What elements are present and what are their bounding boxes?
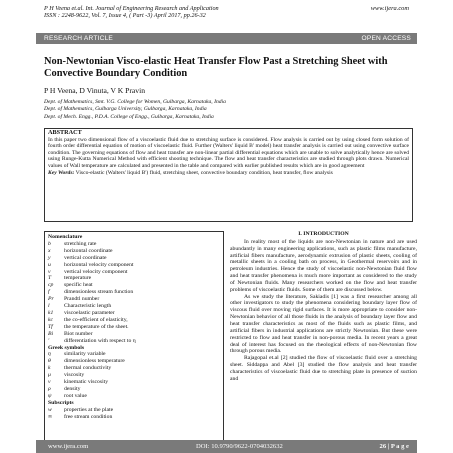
symbol-definition: Prandtl number <box>64 296 100 303</box>
affiliations <box>44 99 226 121</box>
header-website-link[interactable]: www.ijera.com <box>370 5 409 12</box>
paper-title: Non-Newtonian Visco-elastic Heat Transfer Flow Past a Stretching Sheet with Convective Boundary Condition <box>44 56 388 79</box>
nomenclature-row <box>48 269 220 276</box>
nomenclature-row <box>48 338 220 345</box>
issn-line: ISSN : 2248-9622, Vol. 7, Issue 4, ( Part -3) April 2017, pp.26-32 <box>44 12 206 20</box>
nomenclature-row <box>48 296 220 303</box>
nomenclature-list <box>48 241 220 345</box>
paper-authors: P H Veena, D Vinuta, V K Pravin <box>44 86 146 95</box>
footer-website-link[interactable]: www.ijera.com <box>48 443 89 450</box>
nomenclature-row <box>48 379 220 386</box>
symbol: x <box>48 247 51 254</box>
nomenclature-row <box>48 393 220 400</box>
symbol: ∞ <box>48 413 53 420</box>
nomenclature-row <box>48 255 220 262</box>
nomenclature-row <box>48 414 220 421</box>
symbol-definition: free stream condition <box>64 413 113 420</box>
nomenclature-row <box>48 331 220 338</box>
symbol-definition: the co-efficient of elasticity, <box>64 316 128 323</box>
symbol: Pr <box>48 296 54 303</box>
open-access-label: OPEN ACCESS <box>361 35 411 42</box>
symbol: k1 <box>48 309 54 316</box>
nomenclature-row <box>48 372 220 379</box>
abstract-body: In this paper two dimensional flow of a viscoelastic fluid due to stretching surface is considered. Flow analysis is carried out by using closed form solution of fourth order differential equation of motion of viscoelastic fluid. Further (Walters' liquid B' model) heat transfer analysis is carried out using convective surface condition. The governing equations of flow and heat transfer are non-linear partial differential equations which are unable to solve analytically hence are solved using Runge-Kutta Numerical Method with efficient shooting technique. The flow and heat transfer characteristics are studied through plots drawn. Numerical values of Wall temperature are calculated and presented in the table and compared with earlier published results which are in good agreement <box>48 136 409 169</box>
nomenclature-row <box>48 289 220 296</box>
footer-doi: DOI: 10.9790/9622-0704032632 <box>196 443 283 450</box>
symbol-definition: kinematic viscosity <box>64 379 109 386</box>
symbol: ρ <box>48 385 51 392</box>
symbol: w <box>48 406 52 413</box>
symbol-definition: specific heat <box>64 282 93 289</box>
symbol-definition: Characteristic length <box>64 303 112 310</box>
symbol-definition: horizontal coordinate <box>64 247 113 254</box>
symbol-definition: similarity variable <box>64 351 106 358</box>
intro-paragraph: In reality most of the liquids are non-Newtonian in nature and are used abundantly in many engineering applications, such as plastic films manufacture, artificial fibers manufacture, aerodynamic extrusion of plastic sheets, cooling of metallic sheets in a cooling bath on process, in Geothermal reservoirs and in petroleum industries. Hence the study of viscoelastic non-Newtonian fluid flow and heat transfer phenomena is much more important as considered to the study of Newtonian fluids. Many researchers worked on the flow and heat transfer problems of viscoelastic fluids. Some of them are discussed below. <box>230 238 417 293</box>
symbol: v <box>48 268 51 275</box>
symbol-definition: stretching rate <box>64 240 97 247</box>
greek-symbols-list <box>48 351 220 399</box>
keywords-text: Visco-elastic (Walters' liquid B') fluid, stretching sheet, convective boundary condition, heat transfer, flow analysis <box>74 169 333 176</box>
journal-line: P H Veena et.al. Int. Journal of Engineering Research and Application <box>44 5 219 12</box>
nomenclature-row <box>48 303 220 310</box>
affiliation-line: Dept. of Mech. Engg., P.D.A. College of Engg., Gulbarga, Karnataka, India <box>44 113 214 120</box>
symbol-definition: dimensionless stream function <box>64 289 134 296</box>
symbol: l <box>48 303 50 310</box>
abstract-box <box>44 128 413 222</box>
nomenclature-row <box>48 324 220 331</box>
nomenclature-row <box>48 262 220 269</box>
symbol-definition: Biot number <box>64 330 93 337</box>
footer-bar <box>36 440 417 453</box>
symbol: Bi <box>48 330 54 337</box>
nomenclature-row <box>48 358 220 365</box>
symbol: η <box>48 351 51 358</box>
symbol-definition: vertical velocity component <box>64 268 128 275</box>
symbol: ψ <box>48 392 52 399</box>
nomenclature-row <box>48 248 220 255</box>
nomenclature-row <box>48 310 220 317</box>
symbol-definition: density <box>64 385 81 392</box>
symbol: θ <box>48 358 51 365</box>
nomenclature-row <box>48 365 220 372</box>
intro-paragraph: As we study the literature, Sakiadis [1] was a first researcher among all other investigators to study the phenomena considering boundary layer flow of viscous fluid over moving rigid surfaces. It is more appropriate to consider non-Newtonian behavior of all those fluids in the analysis of boundary layer flow and heat transfer characteristics as most of the fluids such as plastic films, and artificial fibers in industrial applications are strictly Newtonian. But these were restricted to flow and heat transfer in non-porous media. In recent years a great deal of interest has focused on the rheological effects of non-Newtonian flow through porous media. <box>230 293 417 355</box>
symbol-definition: horizontal velocity component <box>64 261 134 268</box>
symbol: Tf <box>48 323 53 330</box>
nomenclature-row <box>48 386 220 393</box>
article-type-bar <box>36 33 417 44</box>
keywords <box>48 170 409 177</box>
symbol-definition: thermal conductivity <box>64 365 112 372</box>
page-number: 26 | P a g e <box>379 443 409 450</box>
affiliation-line: Dept. of Mathematics, Gulbarga University, Gulbarga, Karnataka, India <box>44 106 207 113</box>
symbol: kc <box>48 316 54 323</box>
symbol: b <box>48 240 51 247</box>
running-header <box>44 5 219 19</box>
subscripts-list <box>48 407 220 421</box>
symbol: T <box>48 275 52 282</box>
abstract-heading: ABSTRACT <box>48 129 82 136</box>
affiliation-line: Dept. of Mathematics, Smt. V.G. College for Women, Gulbarga, Karnataka, India <box>44 99 226 105</box>
nomenclature-box <box>44 231 224 442</box>
introduction-section <box>230 231 417 383</box>
symbol-definition: the temperature of the sheet. <box>64 323 129 330</box>
subscripts-heading: Subscripts <box>48 399 74 406</box>
nomenclature-row <box>48 351 220 358</box>
symbol-definition: differentiation with respect to η <box>64 337 136 344</box>
symbol-definition: viscosity <box>64 372 85 379</box>
symbol-definition: temperature <box>64 275 92 282</box>
symbol: μ <box>48 372 51 379</box>
symbol: cp <box>48 282 54 289</box>
intro-paragraph: Rajagopal et.al [2] studied the flow of viscoelastic fluid over a stretching sheet. Siddappa and Abel [3] studied the flow analysis and heat transfer characteristics of viscoelastic fluid due to stretching plate in presence of suction and <box>230 355 417 382</box>
nomenclature-row <box>48 317 220 324</box>
symbol: ν <box>48 379 51 386</box>
symbol: f <box>48 289 50 296</box>
nomenclature-heading: Nomenclature <box>48 234 83 240</box>
symbol-definition: dimensionless temperature <box>64 358 125 365</box>
symbol: y <box>48 254 51 261</box>
symbol-definition: root value <box>64 392 87 399</box>
keywords-label: Key Words: <box>48 169 75 176</box>
symbol-definition: vertical coordinate <box>64 254 107 261</box>
symbol-definition: properties at the plate <box>64 406 114 413</box>
greek-symbols-heading: Greek symbols <box>48 344 85 351</box>
nomenclature-row <box>48 241 220 248</box>
symbol: ' <box>48 337 50 344</box>
research-article-label: RESEARCH ARTICLE <box>44 35 114 42</box>
symbol-definition: viscoelastic parameter <box>64 309 115 316</box>
introduction-heading: I. INTRODUCTION <box>298 231 349 237</box>
symbol: k <box>48 365 51 372</box>
nomenclature-row <box>48 407 220 414</box>
symbol: u <box>48 261 51 268</box>
